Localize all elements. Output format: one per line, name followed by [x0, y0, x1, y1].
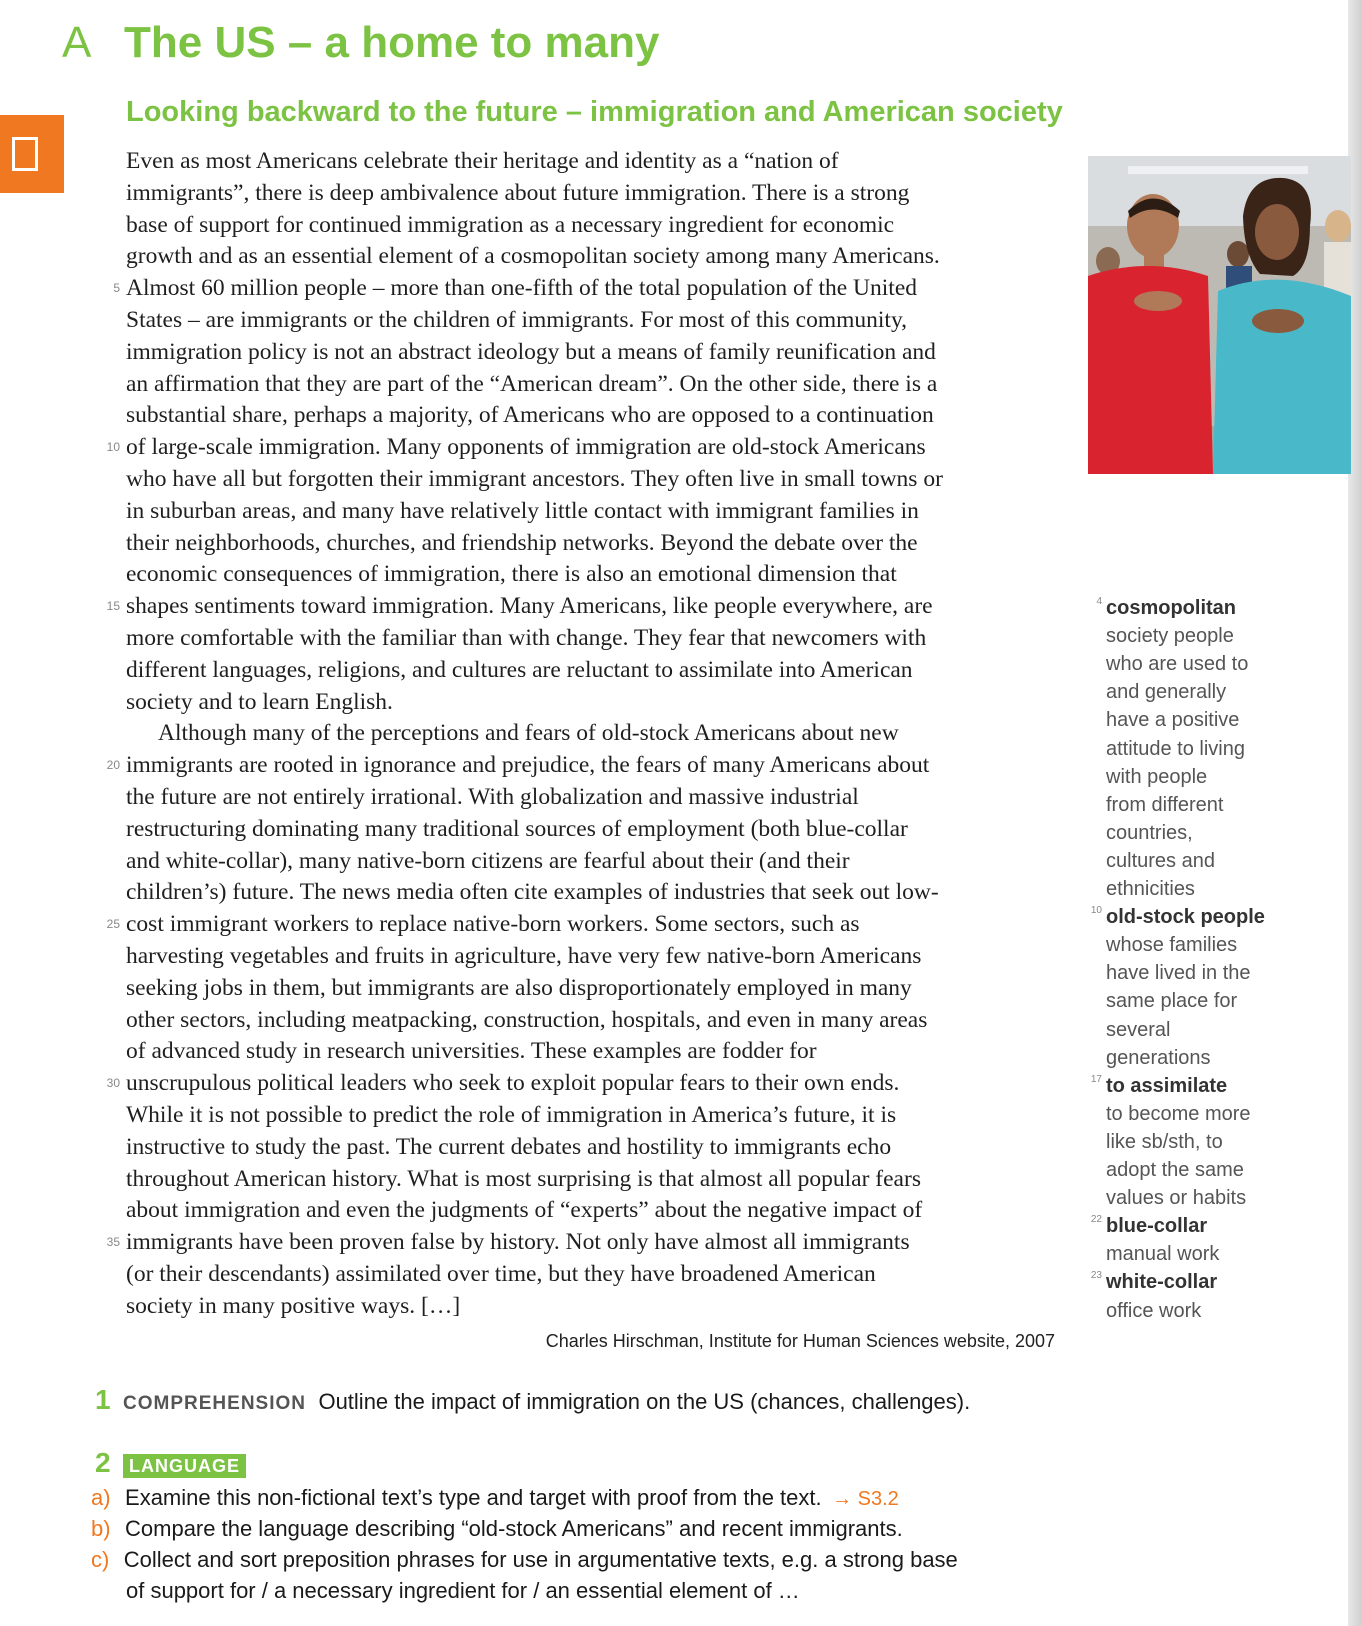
line-text: children’s) future. The news media often cite examples of industries that seek out low- — [126, 879, 939, 906]
text-line — [126, 146, 839, 176]
line-text: growth and as an essential element of a cosmopolitan society among many Americans. — [126, 243, 940, 270]
line-text: substantial share, perhaps a majority, of Americans who are opposed to a continuation — [126, 402, 934, 429]
line-text: cost immigrant workers to replace native-born workers. Some sectors, such as — [126, 911, 860, 938]
line-text: about immigration and even the judgments of “experts” about the negative impact of — [126, 1197, 923, 1224]
line-number: 15 — [106, 599, 120, 614]
line-text: society in many positive ways. […] — [126, 1292, 461, 1319]
glossary-definition: same place for — [1106, 990, 1238, 1013]
text-line — [126, 655, 913, 685]
text-line — [126, 559, 897, 589]
line-text: economic consequences of immigration, there is also an emotional dimension that — [126, 561, 897, 588]
line-text: harvesting vegetables and fruits in agriculture, have very few native-born Americans — [126, 943, 922, 969]
line-text: While it is not possible to predict the role of immigration in America’s future, it is — [126, 1102, 897, 1128]
glossary-definition: have a positive — [1106, 709, 1240, 732]
text-line — [126, 623, 926, 653]
task-2b — [91, 1516, 903, 1542]
line-text: society and to learn English. — [126, 688, 393, 715]
task-2a — [91, 1485, 899, 1511]
text-line — [126, 1132, 891, 1162]
glossary-line-number: 23 — [1090, 1270, 1102, 1282]
text-line — [106, 432, 926, 462]
glossary-definition: who are used to — [1106, 653, 1249, 676]
task-1-tag: COMPREHENSION — [123, 1393, 306, 1414]
glossary-definition: like sb/sth, to — [1106, 1130, 1223, 1153]
line-text: seeking jobs in them, but immigrants are also disproportionately employed in many — [126, 974, 912, 1001]
line-text: Although many of the perceptions and fears of old-stock Americans about new — [158, 720, 899, 747]
glossary-definition: ethnicities — [1106, 878, 1195, 900]
text-line — [106, 1068, 900, 1098]
task-2c-continued — [126, 1578, 800, 1604]
glossary-definition: several — [1106, 1018, 1171, 1041]
text-line — [126, 400, 934, 430]
text-line — [126, 1036, 817, 1066]
skills-reference-link[interactable]: → S3.2 — [832, 1488, 899, 1510]
glossary-term: old-stock people — [1106, 906, 1265, 929]
line-text: throughout American history. What is most surprising is that almost all popular fears — [126, 1165, 921, 1192]
text-line — [126, 1100, 896, 1130]
glossary-definition: society people — [1106, 625, 1234, 648]
line-text: of large-scale immigration. Many opponents of immigration are old-stock Americans — [126, 434, 926, 461]
task-2b-text: Compare the language describing “old-stock Americans” and recent immigrants. — [125, 1516, 903, 1541]
glossary-line-number: 22 — [1090, 1214, 1102, 1226]
square-icon — [12, 137, 38, 171]
text-line — [126, 337, 936, 367]
text-line — [126, 941, 921, 971]
line-number: 25 — [106, 917, 120, 932]
line-text: different languages, religions, and cultures are reluctant to assimilate into American — [126, 656, 913, 683]
text-line — [106, 750, 930, 780]
line-text: instructive to study the past. The current debates and hostility to immigrants echo — [126, 1133, 892, 1160]
bookmark-tab[interactable] — [0, 115, 64, 193]
task-2c-text-2: of support for / a necessary ingredient for / an essential element of … — [126, 1578, 800, 1603]
line-text: States – are immigrants or the children of immigrants. For most of this community, — [126, 307, 908, 333]
task-2-header — [95, 1447, 246, 1479]
line-text: other sectors, including meatpacking, construction, hospitals, and even in many areas — [126, 1006, 928, 1033]
text-line — [126, 687, 393, 717]
text-line — [126, 782, 859, 812]
glossary-line-number: 17 — [1090, 1073, 1102, 1085]
text-line — [126, 1164, 921, 1194]
text-line — [126, 1005, 927, 1035]
text-line — [106, 591, 933, 621]
citation: Charles Hirschman, Institute for Human Sciences website, 2007 — [545, 1331, 1055, 1351]
text-line — [126, 814, 908, 844]
task-1 — [95, 1384, 970, 1416]
glossary-term: blue-collar — [1106, 1215, 1208, 1238]
line-text: more comfortable with the familiar than with change. They fear that newcomers with — [126, 625, 927, 651]
line-text: their neighborhoods, churches, and friendship networks. Beyond the debate over the — [126, 529, 918, 556]
text-line — [126, 305, 907, 335]
article-subtitle: Looking backward to the future – immigration and American society — [126, 96, 1063, 128]
line-text: an affirmation that they are part of the “American dream”. On the other side, there is a — [126, 370, 938, 397]
text-line — [126, 369, 937, 399]
glossary-definition: adopt the same — [1106, 1159, 1244, 1181]
task-2-number: 2 — [95, 1447, 111, 1478]
line-text: immigration policy is not an abstract ideology but a means of family reunification and — [126, 338, 936, 365]
text-line — [126, 877, 939, 907]
task-2c — [91, 1547, 958, 1573]
line-text: (or their descendants) assimilated over time, but they have broadened American — [126, 1261, 876, 1287]
text-line — [126, 1259, 876, 1289]
line-number: 35 — [106, 1235, 120, 1250]
glossary-definition: values or habits — [1106, 1187, 1247, 1210]
glossary-definition: office work — [1106, 1299, 1202, 1322]
glossary-term: white-collar — [1106, 1271, 1218, 1294]
line-text: the future are not entirely irrational. With globalization and massive industrial — [126, 784, 859, 810]
text-line — [126, 846, 850, 876]
line-text: and white-collar), many native-born citizens are fearful about their (and their — [126, 847, 850, 874]
glossary-definition: from different — [1106, 793, 1224, 816]
line-text: base of support for continued immigration as a necessary ingredient for economic — [126, 211, 895, 238]
glossary-definition: manual work — [1106, 1243, 1220, 1266]
text-line — [126, 973, 912, 1003]
students-photo — [1088, 156, 1351, 474]
text-line — [126, 496, 919, 526]
glossary-line-number: 10 — [1090, 905, 1102, 917]
task-1-text: Outline the impact of immigration on the US (chances, challenges). — [318, 1389, 971, 1414]
line-number: 10 — [106, 440, 120, 455]
glossary-definition: and generally — [1106, 681, 1227, 704]
task-2a-text: Examine this non-fictional text’s type and target with proof from the text. — [125, 1485, 822, 1510]
text-line — [126, 464, 943, 494]
line-text: who have all but forgotten their immigrant ancestors. They often live in small towns or — [126, 466, 943, 492]
line-text: restructuring dominating many traditional sources of employment (both blue-collar — [126, 815, 908, 842]
line-text: Almost 60 million people – more than one-fifth of the total population of the United — [126, 275, 918, 302]
line-text: immigrants have been proven false by history. Not only have almost all immigrants — [126, 1229, 910, 1256]
line-text: in suburban areas, and many have relatively little contact with immigrant families in — [126, 497, 919, 524]
glossary-definition: countries, — [1106, 821, 1193, 844]
glossary-definition: have lived in the — [1106, 962, 1251, 985]
section-title: The US – a home to many — [124, 18, 660, 67]
glossary-line-number: 4 — [1096, 596, 1102, 607]
task-2b-letter: b) — [91, 1516, 111, 1541]
line-text: unscrupulous political leaders who seek to exploit popular fears to their own ends. — [126, 1070, 900, 1097]
glossary-definition: with people — [1106, 765, 1208, 788]
line-number: 30 — [106, 1076, 120, 1091]
text-line — [106, 909, 860, 939]
task-2a-letter: a) — [91, 1485, 111, 1510]
text-line — [158, 718, 899, 748]
glossary-term: cosmopolitan — [1106, 597, 1237, 619]
glossary-definition: to become more — [1106, 1102, 1251, 1125]
line-number: 20 — [106, 758, 120, 773]
glossary-definition: whose families — [1106, 934, 1238, 957]
text-line — [126, 241, 940, 271]
section-letter: A — [62, 18, 92, 67]
line-text: immigrants”, there is deep ambivalence about future immigration. There is a strong — [126, 179, 910, 206]
task-1-number: 1 — [95, 1384, 111, 1415]
text-line — [126, 210, 894, 240]
glossary-term: to assimilate — [1106, 1074, 1228, 1097]
glossary-definition: generations — [1106, 1046, 1211, 1069]
text-line — [126, 178, 909, 208]
text-line — [126, 1291, 460, 1321]
line-text: immigrants are rooted in ignorance and prejudice, the fears of many Americans about — [126, 752, 930, 779]
task-2c-letter: c) — [91, 1547, 110, 1572]
text-line — [126, 1195, 922, 1225]
glossary-definition: attitude to living — [1106, 737, 1245, 760]
line-number: 5 — [113, 281, 120, 296]
students-pledge-image — [1088, 156, 1351, 474]
text-line — [126, 528, 918, 558]
task-2c-text: Collect and sort preposition phrases for use in argumentative texts, e.g. a strong base — [123, 1547, 958, 1572]
line-text: shapes sentiments toward immigration. Many Americans, like people everywhere, are — [126, 593, 933, 620]
language-badge: LANGUAGE — [123, 1454, 246, 1478]
line-text: Even as most Americans celebrate their heritage and identity as a “nation of — [126, 148, 839, 174]
text-line — [113, 273, 918, 303]
line-text: of advanced study in research universities. These examples are fodder for — [126, 1038, 817, 1065]
glossary-definition: cultures and — [1106, 849, 1215, 872]
text-line — [106, 1227, 910, 1257]
